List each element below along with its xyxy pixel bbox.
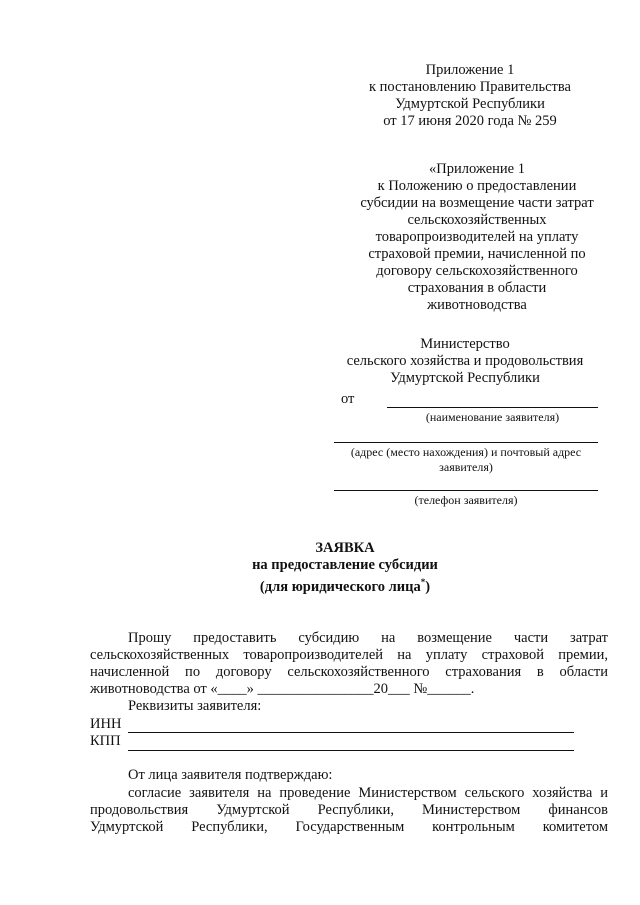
request-line: животноводства от «____» ________________20___ №______. [90, 681, 475, 697]
request-line: начисленной по договору сельскохозяйственного страхования в области [90, 664, 608, 680]
requisites-label: Реквизиты заявителя: [128, 698, 262, 714]
appendix-regulation-line: страхования в области [407, 280, 547, 296]
appendix-regulation-line: «Приложение 1 [429, 161, 525, 177]
address-hint-line: заявителя) [439, 460, 493, 474]
address-hint-line: (адрес (место нахождения) и почтовый адрес [350, 445, 582, 459]
appendix-regulation-line: субсидии на возмещение части затрат [360, 195, 594, 211]
subtitle-2-text: (для юридического лица [259, 578, 421, 595]
kpp-field-line [128, 750, 574, 751]
consent-line: согласие заявителя на проведение Министерством сельского хозяйства и [128, 785, 608, 801]
appendix-1-line: от 17 июня 2020 года № 259 [383, 113, 557, 129]
appendix-regulation-line: сельскохозяйственных [407, 212, 547, 228]
request-paragraph [90, 630, 608, 698]
confirm-label: От лица заявителя подтверждаю: [128, 767, 333, 783]
appendix-1-header [350, 62, 590, 130]
footnote-mark: * [420, 577, 426, 587]
applicant-name-line [387, 407, 598, 408]
appendix-regulation-line: страховой премии, начисленной по [368, 246, 586, 262]
consent-line: Удмуртской Республики, Государственным контрольным комитетом [90, 819, 608, 835]
applicant-phone-hint: (телефон заявителя) [414, 493, 518, 507]
from-label: от [341, 391, 355, 407]
consent-line: продовольствия Удмуртской Республики, Министерством финансов [90, 802, 608, 818]
addressee-line: сельского хозяйства и продовольствия [346, 353, 584, 369]
appendix-regulation-header [350, 161, 604, 314]
appendix-1-line: Приложение 1 [425, 62, 515, 78]
appendix-regulation-line: к Положению о предоставлении [377, 178, 577, 194]
appendix-regulation-line: договору сельскохозяйственного [376, 263, 578, 279]
appendix-regulation-line: товаропроизводителей на уплату [375, 229, 579, 245]
applicant-address-line [334, 442, 598, 443]
kpp-label: КПП [90, 733, 121, 749]
applicant-name-hint: (наименование заявителя) [425, 410, 560, 424]
consent-paragraph [90, 785, 608, 836]
appendix-regulation-line: животноводства [427, 297, 527, 313]
appendix-1-line: к постановлению Правительства [369, 79, 571, 95]
addressee-line: Удмуртской Республики [390, 370, 540, 386]
document-subtitle: на предоставление субсидии [252, 557, 438, 573]
inn-label: ИНН [90, 716, 122, 732]
appendix-1-line: Удмуртской Республики [395, 96, 545, 112]
document-subtitle-2 [200, 574, 490, 596]
addressee-line: Министерство [420, 336, 510, 352]
document-title: ЗАЯВКА [315, 540, 375, 556]
inn-field-line [128, 732, 574, 733]
subtitle-2-close: ) [425, 578, 431, 595]
request-line: сельскохозяйственных товаропроизводителей на уплату страховой премии, [90, 647, 608, 663]
document-heading [200, 540, 490, 596]
applicant-address-hint [334, 445, 598, 475]
applicant-phone-line [334, 490, 598, 491]
request-line: Прошу предоставить субсидию на возмещение части затрат [128, 630, 608, 646]
addressee-block [332, 336, 598, 387]
